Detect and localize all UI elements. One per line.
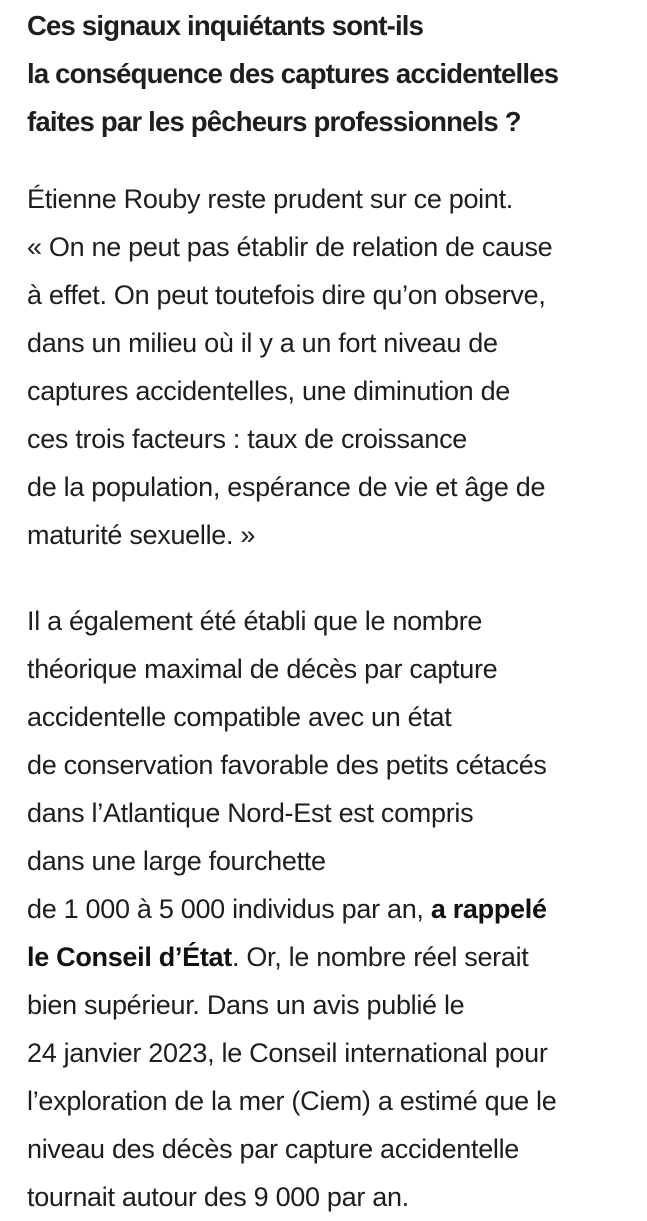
paragraph-line: l’exploration de la mer (Ciem) a estimé que le [27, 1086, 557, 1116]
paragraph-line: maturité sexuelle. » [27, 520, 256, 550]
paragraph-text: . Or, le nombre réel serait [231, 942, 529, 972]
paragraph-line: de la population, espérance de vie et âge de [27, 472, 546, 502]
section-heading [27, 0, 627, 146]
paragraph-line: de conservation favorable des petits cétacés [27, 750, 547, 780]
paragraph-line: 24 janvier 2023, le Conseil international pour [27, 1038, 548, 1068]
paragraph-line: dans un milieu où il y a un fort niveau de [27, 328, 498, 358]
paragraph-quote [27, 175, 627, 559]
paragraph-text: de 1 000 à 5 000 individus par an, [27, 894, 431, 924]
paragraph-line: niveau des décès par capture accidentelle [27, 1134, 520, 1164]
paragraph-line: dans l’Atlantique Nord-Est est compris [27, 798, 474, 828]
paragraph-line: bien supérieur. Dans un avis publié le [27, 990, 465, 1020]
paragraph-line: dans une large fourchette [27, 846, 326, 876]
article-body [27, 0, 627, 1221]
paragraph-line: théorique maximal de décès par capture [27, 654, 498, 684]
paragraph-line: tournait autour des 9 000 par an. [27, 1182, 409, 1212]
paragraph-line: Il a également été établi que le nombre [27, 606, 483, 636]
paragraph-line: ces trois facteurs : taux de croissance [27, 424, 467, 454]
conseil-etat-link[interactable]: a rappelé [430, 894, 547, 924]
paragraph-line: à effet. On peut toutefois dire qu’on observe, [27, 280, 546, 310]
paragraph-line: « On ne peut pas établir de relation de cause [27, 232, 553, 262]
paragraph-conseil [27, 597, 627, 1221]
paragraph-line: captures accidentelles, une diminution de [27, 376, 511, 406]
paragraph-line: accidentelle compatible avec un état [27, 702, 452, 732]
heading-line: faites par les pêcheurs professionnels ? [27, 106, 521, 137]
heading-line: Ces signaux inquiétants sont-ils [27, 10, 424, 41]
paragraph-line [27, 933, 627, 981]
paragraph-line [27, 885, 627, 933]
heading-line: la conséquence des captures accidentelles [27, 58, 559, 89]
conseil-etat-link[interactable]: le Conseil d’État [27, 942, 232, 972]
paragraph-line: Étienne Rouby reste prudent sur ce point. [27, 184, 514, 214]
